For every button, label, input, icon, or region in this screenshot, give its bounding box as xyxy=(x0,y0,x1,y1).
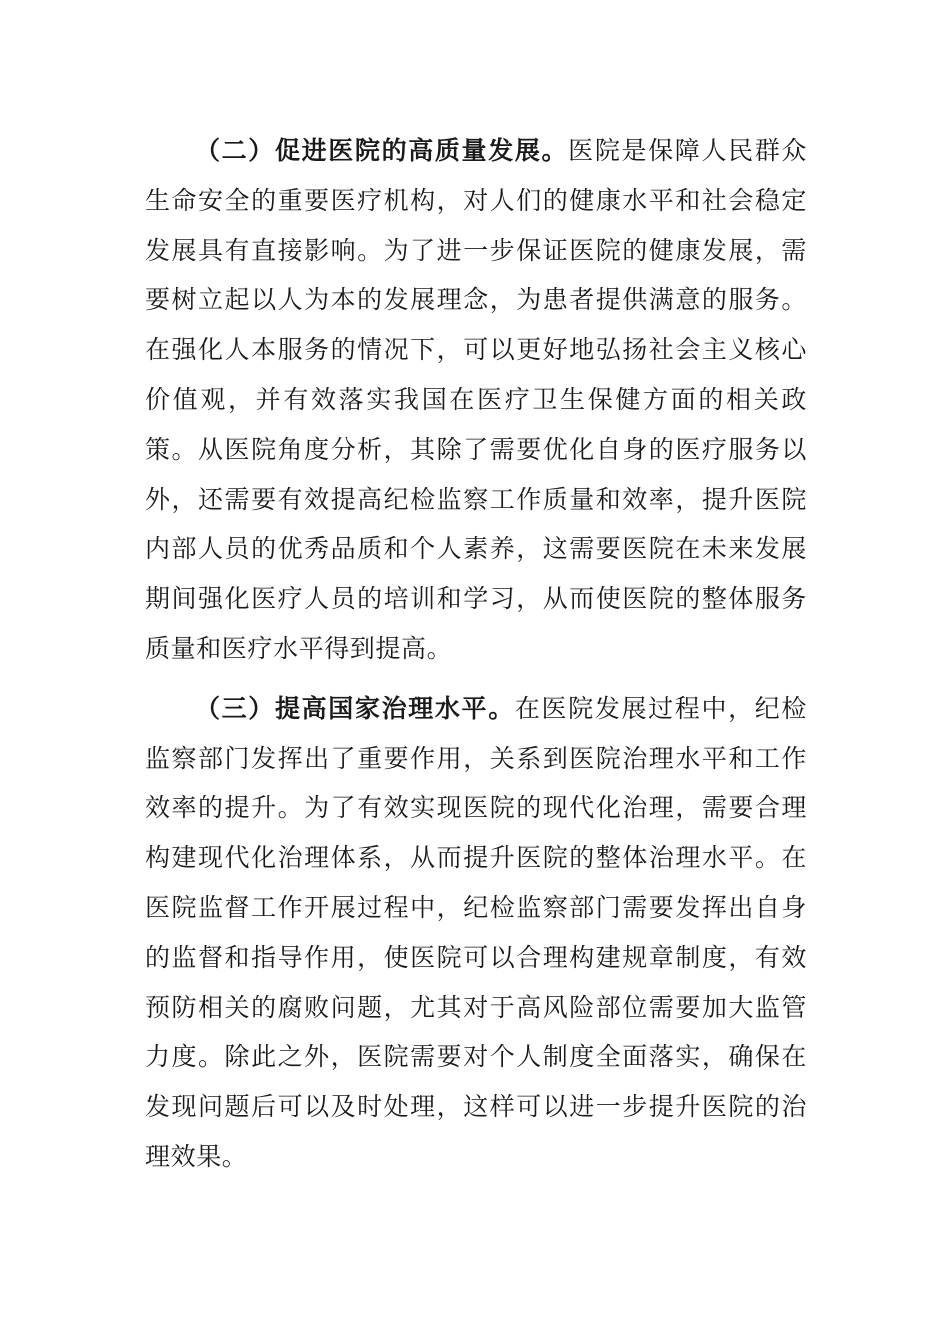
paragraph-body: 医院是保障人民群众生命安全的重要医疗机构，对人们的健康水平和社会稳定发展具有直接影响。为了进一步保证医院的健康发展，需要树立起以人为本的发展理念，为患者提供满意的服务。在强化人本服务的情况下，可以更好地弘扬社会主义核心价值观，并有效落实我国在医疗卫生保健方面的相关政策。从医院角度分析，其除了需要优化自身的医疗服务以外，还需要有效提高纪检监察工作质量和效率，提升医院内部人员的优秀品质和个人素养，这需要医院在未来发展期间强化医疗人员的培训和学习，从而使医院的整体服务质量和医疗水平得到提高。 xyxy=(145,136,808,663)
paragraph-heading: （三）提高国家治理水平。 xyxy=(195,693,515,723)
paragraph-body: 在医院发展过程中，纪检监察部门发挥出了重要作用，关系到医院治理水平和工作效率的提升。为了有效实现医院的现代化治理，需要合理构建现代化治理体系，从而提升医院的整体治理水平。在医院监督工作开展过程中，纪检监察部门需要发挥出自身的监督和指导作用，使医院可以合理构建规章制度，有效预防相关的腐败问题，尤其对于高风险部位需要加大监管力度。除此之外，医院需要对个人制度全面落实，确保在发现问题后可以及时处理，这样可以进一步提升医院的治理效果。 xyxy=(145,693,808,1171)
paragraph-governance-level xyxy=(145,684,807,1182)
paragraph-heading: （二）促进医院的高质量发展。 xyxy=(195,136,569,165)
document-page xyxy=(145,126,807,1182)
paragraph-hospital-development xyxy=(145,126,807,674)
